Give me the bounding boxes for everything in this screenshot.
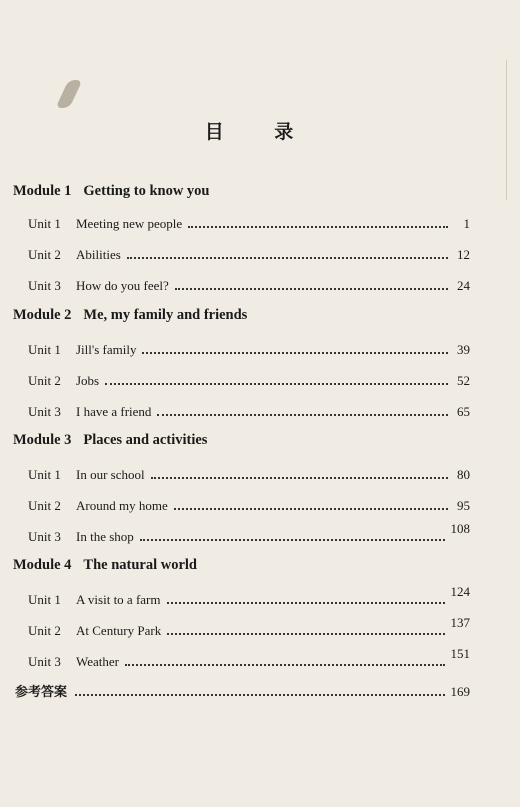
- module-3-heading: [13, 432, 207, 449]
- module-number: Module 2: [13, 307, 72, 323]
- toc-entry[interactable]: [28, 400, 470, 420]
- toc-entry[interactable]: [28, 584, 470, 608]
- module-1-heading: [13, 183, 210, 200]
- page-number: 95: [457, 498, 470, 513]
- dot-leader: [142, 352, 448, 354]
- unit-number: Unit 1: [28, 467, 61, 482]
- toc-entry[interactable]: [28, 243, 470, 263]
- toc-entry[interactable]: [28, 274, 470, 294]
- module-title: Places and activities: [83, 432, 208, 448]
- page-number: 151: [450, 646, 470, 661]
- unit-number: Unit 1: [28, 216, 61, 231]
- page-number: 124: [450, 584, 470, 599]
- unit-title: At Century Park: [76, 623, 162, 638]
- page-number: 65: [457, 404, 470, 419]
- dot-leader: [157, 414, 448, 416]
- module-title: Me, my family and friends: [83, 307, 248, 323]
- toc-entry[interactable]: [28, 338, 470, 358]
- dot-leader: [105, 383, 448, 385]
- dot-leader: [167, 602, 445, 604]
- dot-leader: [75, 694, 444, 696]
- dot-leader: [167, 633, 444, 635]
- unit-number: Unit 2: [28, 373, 61, 388]
- page-number: 108: [450, 521, 470, 536]
- dot-leader: [174, 508, 448, 510]
- unit-title: In the shop: [76, 529, 134, 544]
- dot-leader: [151, 477, 448, 479]
- unit-number: Unit 3: [28, 404, 61, 419]
- module-title: The natural world: [83, 557, 197, 573]
- unit-number: Unit 3: [28, 529, 61, 544]
- toc-entry[interactable]: [28, 521, 470, 545]
- page-number: 12: [457, 247, 470, 262]
- dot-leader: [140, 539, 445, 541]
- unit-title: Jobs: [76, 373, 100, 388]
- module-2-heading: [13, 307, 247, 324]
- dot-leader: [188, 226, 448, 228]
- unit-title: I have a friend: [76, 404, 152, 419]
- unit-number: Unit 2: [28, 498, 61, 513]
- page-number: 169: [450, 684, 470, 699]
- unit-title: In our school: [76, 467, 145, 482]
- unit-title: Around my home: [76, 498, 168, 513]
- toc-entry[interactable]: [28, 494, 470, 514]
- bleed-through-mark: [55, 80, 82, 108]
- dot-leader: [125, 664, 445, 666]
- unit-title: How do you feel?: [76, 278, 169, 293]
- page-number: 24: [457, 278, 470, 293]
- module-title: Getting to know you: [83, 183, 210, 199]
- toc-entry[interactable]: [28, 615, 470, 639]
- toc-entry[interactable]: [28, 212, 470, 232]
- dot-leader: [175, 288, 448, 290]
- toc-entry-answers[interactable]: [15, 680, 470, 700]
- unit-title: A visit to a farm: [76, 592, 161, 607]
- page-number: 80: [457, 467, 470, 482]
- page-number: 52: [457, 373, 470, 388]
- toc-entry[interactable]: [28, 463, 470, 483]
- unit-number: Unit 1: [28, 342, 61, 357]
- page-number: 39: [457, 342, 470, 357]
- unit-number: Unit 2: [28, 623, 61, 638]
- unit-number: Unit 2: [28, 247, 61, 262]
- unit-number: Unit 3: [28, 654, 61, 669]
- page-number: 1: [463, 216, 470, 231]
- page-title: 目 录: [204, 121, 316, 143]
- unit-number: Unit 3: [28, 278, 61, 293]
- unit-title: Weather: [76, 654, 119, 669]
- toc-entry[interactable]: [28, 646, 470, 670]
- unit-title: Jill's family: [76, 342, 137, 357]
- unit-title: Meeting new people: [76, 216, 183, 231]
- unit-number: Unit 1: [28, 592, 61, 607]
- answers-title: 参考答案: [15, 685, 68, 700]
- module-4-heading: [13, 557, 197, 574]
- toc-entry[interactable]: [28, 369, 470, 389]
- module-number: Module 1: [13, 183, 72, 199]
- page-number: 137: [450, 615, 470, 630]
- module-number: Module 4: [13, 557, 72, 573]
- module-number: Module 3: [13, 432, 72, 448]
- dot-leader: [127, 257, 448, 259]
- unit-title: Abilities: [76, 247, 121, 262]
